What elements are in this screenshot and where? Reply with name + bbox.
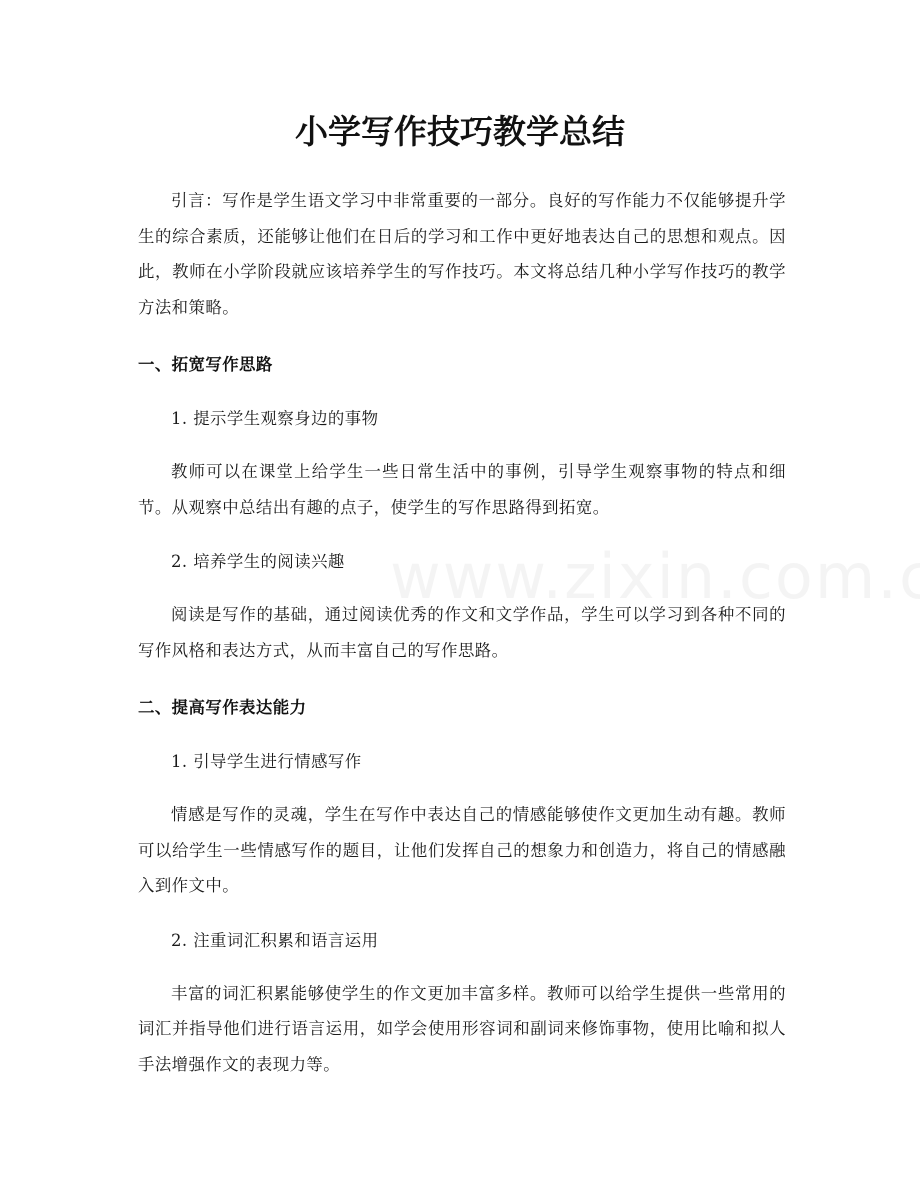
document-title: 小学写作技巧教学总结 [295, 112, 625, 151]
subsection-heading: 1. 引导学生进行情感写作 [171, 752, 362, 771]
body-paragraph: 阅读是写作的基础，通过阅读优秀的作文和文学作品，学生可以学习到各种不同的写作风格和表达方式，从而丰富自己的写作思路。 [138, 605, 786, 660]
subsection-heading: 2. 注重词汇积累和语言运用 [171, 930, 379, 950]
section-heading: 二、提高写作表达能力 [138, 698, 307, 717]
subsection-heading: 1. 提示学生观察身边的事物 [171, 409, 379, 428]
intro-paragraph: 引言：写作是学生语文学习中非常重要的一部分。良好的写作能力不仅能够提升学生的综合素质，还能够让他们在日后的学习和工作中更好地表达自己的思想和观点。因此，教师在小学阶段就应该培养学生的写作技巧。本文将总结几种小学写作技巧的教学方法和策略。 [138, 191, 786, 317]
body-paragraph: 教师可以在课堂上给学生一些日常生活中的事例，引导学生观察事物的特点和细节。从观察中总结出有趣的点子，使学生的写作思路得到拓宽。 [138, 462, 786, 517]
section-1 [138, 347, 786, 668]
section-heading: 一、拓宽写作思路 [138, 355, 273, 374]
body-paragraph: 情感是写作的灵魂，学生在写作中表达自己的情感能够使作文更加生动有趣。教师可以给学生一些情感写作的题目，让他们发挥自己的想象力和创造力，将自己的情感融入到作文中。 [138, 805, 786, 895]
document-body [138, 183, 786, 1101]
section-2 [138, 690, 786, 1082]
body-paragraph: 丰富的词汇积累能够使学生的作文更加丰富多样。教师可以给学生提供一些常用的词汇并指导他们进行语言运用，如学会使用形容词和副词来修饰事物，使用比喻和拟人手法增强作文的表现力等。 [138, 983, 786, 1074]
subsection-heading: 2. 培养学生的阅读兴趣 [171, 552, 345, 571]
